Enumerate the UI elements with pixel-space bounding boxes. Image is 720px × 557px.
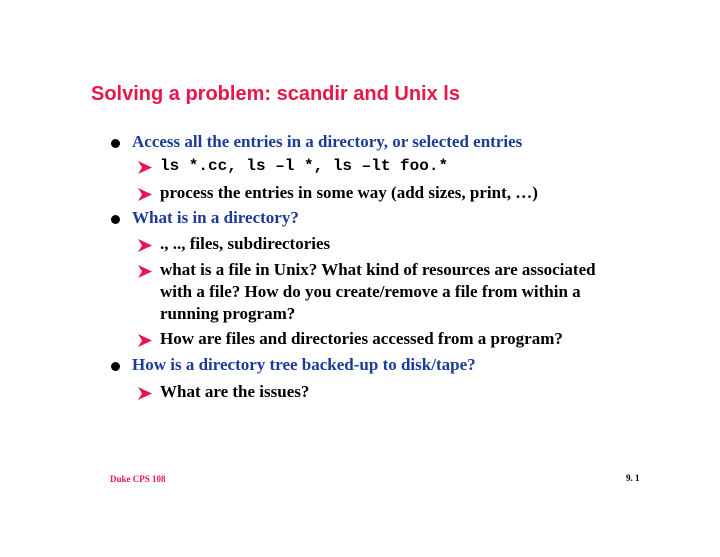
footer-page-number: 9. 1 <box>626 473 640 483</box>
bullet-2-sub-3: How are files and directories accessed from a program? <box>160 329 563 348</box>
arrow-bullet-icon <box>138 387 152 400</box>
bullet-1-sub-1: ls *.cc, ls –l *, ls –lt foo.* <box>160 157 449 175</box>
bullet-2-sub-2: what is a file in Unix? What kind of resources are associated with a file? How do you create/remove a file from within a running program? <box>160 260 596 323</box>
slide-title: Solving a problem: scandir and Unix ls <box>91 83 460 105</box>
arrow-bullet-icon <box>138 265 152 278</box>
bullet-2-sub-1: ., .., files, subdirectories <box>160 234 331 253</box>
bullet-1-sub-2: process the entries in some way (add sizes, print, …) <box>160 183 538 202</box>
arrow-bullet-icon <box>138 239 152 252</box>
bullet-3-text: How is a directory tree backed-up to disk/tape? <box>132 355 476 374</box>
bullet-icon <box>111 362 120 371</box>
bullet-icon <box>111 215 120 224</box>
arrow-bullet-icon <box>138 188 152 201</box>
arrow-bullet-icon <box>138 161 152 174</box>
bullet-1-text: Access all the entries in a directory, or selected entries <box>132 132 523 151</box>
bullet-icon <box>111 139 120 148</box>
bullet-3-sub-1: What are the issues? <box>160 382 310 401</box>
bullet-2-text: What is in a directory? <box>132 208 299 227</box>
arrow-bullet-icon <box>138 334 152 347</box>
footer-course-label: Duke CPS 108 <box>110 474 166 484</box>
